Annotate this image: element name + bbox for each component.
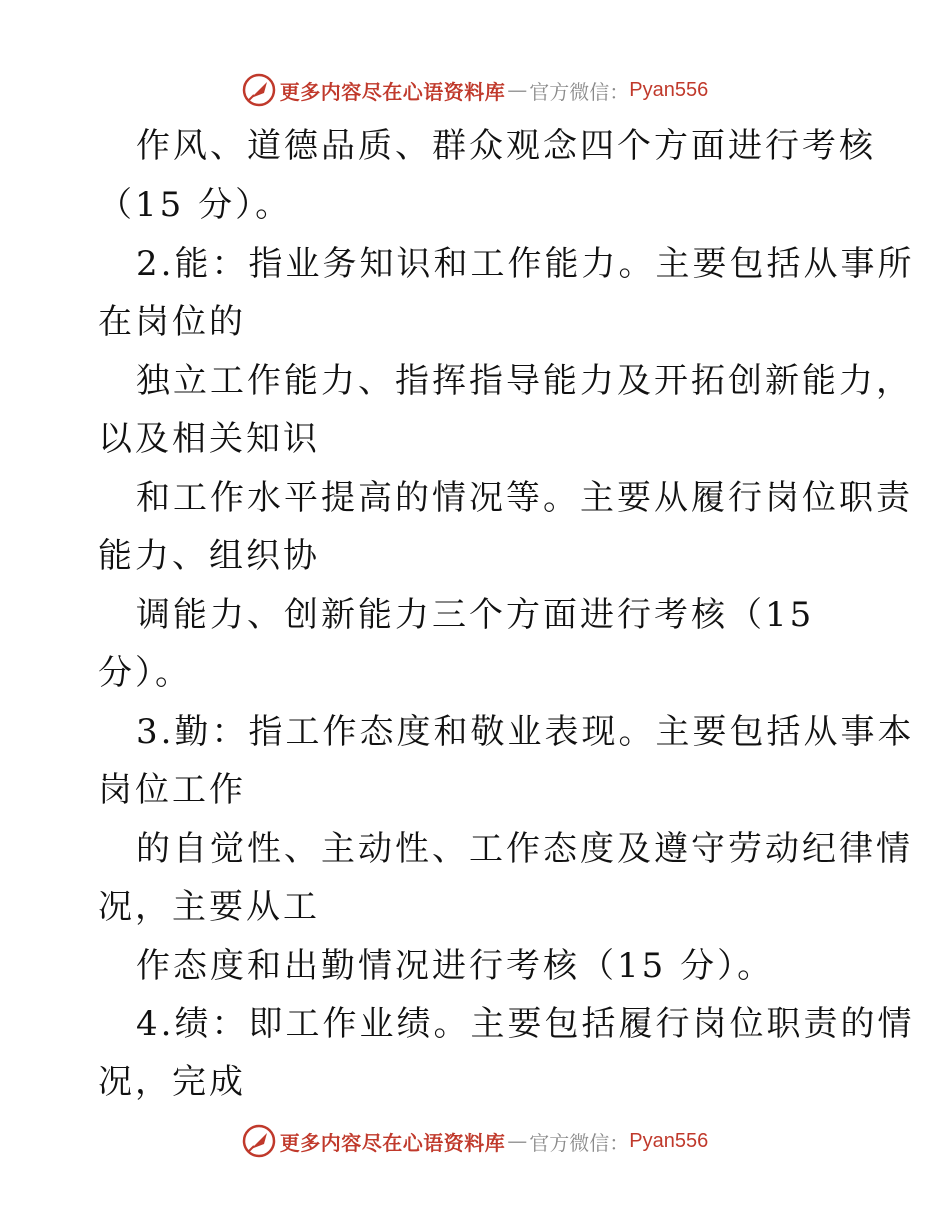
text-line: 调能力、创新能力三个方面进行考核（15 [136,595,815,635]
watermark-dash: — [507,1129,528,1153]
text-line: 独立工作能力、指挥指导能力及开拓创新能力， [136,361,913,401]
text-line: 岗位工作 [98,770,246,810]
text-line: 分）。 [98,653,192,693]
text-line: 以及相关知识 [98,419,320,459]
text-line: 和工作水平提高的情况等。主要从履行岗位职责 [136,478,913,518]
text-line: 的自觉性、主动性、工作态度及遵守劳动纪律情 [136,829,913,869]
watermark-label: 官方微信： [529,1130,630,1155]
watermark-id: Pyan556 [629,78,709,101]
text-line: 3.勤：指工作态度和敬业表现。主要包括从事本 [136,712,915,752]
text-line: 在岗位的 [98,302,246,342]
text-line: 作态度和出勤情况进行考核（15 分）。 [136,946,775,986]
text-line: 能力、组织协 [98,536,320,576]
quill-logo-icon [242,73,276,107]
watermark-brand: 更多内容尽在心语资料库 [279,79,506,104]
text-line: 况，主要从工 [98,887,320,927]
text-line: 2.能：指业务知识和工作能力。主要包括从事所 [136,244,915,284]
text-line: 况，完成 [98,1062,246,1102]
footer-watermark [0,1121,950,1161]
watermark-id: Pyan556 [629,1129,709,1152]
watermark-label: 官方微信： [529,79,630,104]
text-line: 4.绩：即工作业绩。主要包括履行岗位职责的情 [136,1004,915,1044]
watermark-brand: 更多内容尽在心语资料库 [279,1130,506,1155]
text-line: （15 分）。 [98,185,293,225]
header-watermark [0,70,950,110]
watermark-dash: — [507,78,528,102]
quill-logo-icon [242,1124,276,1158]
text-line: 作风、道德品质、群众观念四个方面进行考核 [136,126,876,166]
